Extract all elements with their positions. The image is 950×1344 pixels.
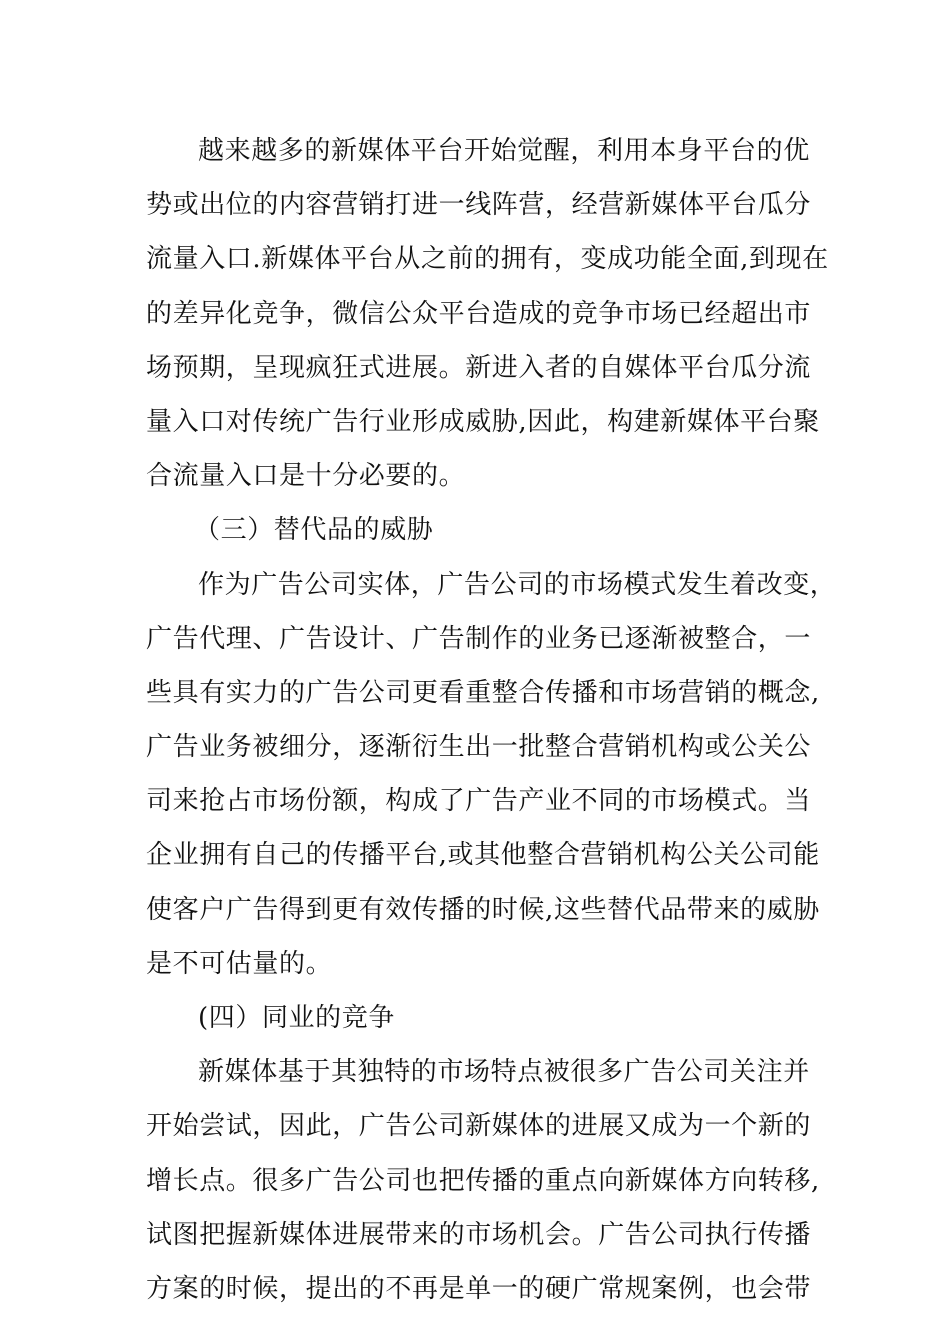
text-line: 势或出位的内容营销打进一线阵营，经营新媒体平台瓜分 bbox=[146, 190, 812, 221]
section-heading-competition: (四）同业的竞争 bbox=[198, 1003, 395, 1033]
text-line: 司来抢占市场份额，构成了广告产业不同的市场模式。当 bbox=[146, 786, 812, 817]
text-line: 试图把握新媒体进展带来的市场机会。广告公司执行传播 bbox=[146, 1219, 812, 1250]
section-heading-substitutes: （三）替代品的威胁 bbox=[194, 515, 434, 546]
paragraph-competition bbox=[146, 1045, 820, 1316]
text-line: 方案的时候，提出的不再是单一的硬广常规案例，也会带 bbox=[146, 1273, 812, 1304]
text-line: 流量入口.新媒体平台从之前的拥有，变成功能全面,到现在 bbox=[146, 244, 829, 275]
text-line: 的差异化竞争，微信公众平台造成的竞争市场已经超出市 bbox=[146, 298, 812, 329]
text-line: 使客户广告得到更有效传播的时候,这些替代品带来的威胁 bbox=[146, 894, 820, 925]
text-line: 越来越多的新媒体平台开始觉醒，利用本身平台的优 bbox=[198, 136, 810, 166]
text-line: 合流量入口是十分必要的。 bbox=[146, 461, 466, 492]
text-line: 广告代理、广告设计、广告制作的业务已逐渐被整合，一 bbox=[146, 623, 812, 654]
text-line: 增长点。很多广告公司也把传播的重点向新媒体方向转移, bbox=[146, 1165, 820, 1196]
paragraph-substitutes bbox=[146, 558, 837, 992]
paragraph-new-media-platforms bbox=[146, 124, 829, 503]
text-line: 作为广告公司实体，广告公司的市场模式发生着改变， bbox=[198, 569, 837, 600]
text-line: 企业拥有自己的传播平台,或其他整合营销机构公关公司能 bbox=[146, 840, 820, 871]
text-line: 广告业务被细分，逐渐衍生出一批整合营销机构或公关公 bbox=[146, 732, 812, 763]
text-line: 新媒体基于其独特的市场特点被很多广告公司关注并 bbox=[198, 1057, 810, 1088]
document-body bbox=[146, 124, 837, 1316]
text-line: 些具有实力的广告公司更看重整合传播和市场营销的概念, bbox=[146, 677, 820, 708]
text-line: 量入口对传统广告行业形成威胁,因此，构建新媒体平台聚 bbox=[146, 406, 820, 437]
text-line: 开始尝试，因此，广告公司新媒体的进展又成为一个新的 bbox=[146, 1111, 812, 1142]
text-line: 是不可估量的。 bbox=[146, 948, 333, 979]
text-line: 场预期，呈现疯狂式进展。新进入者的自媒体平台瓜分流 bbox=[146, 352, 812, 383]
